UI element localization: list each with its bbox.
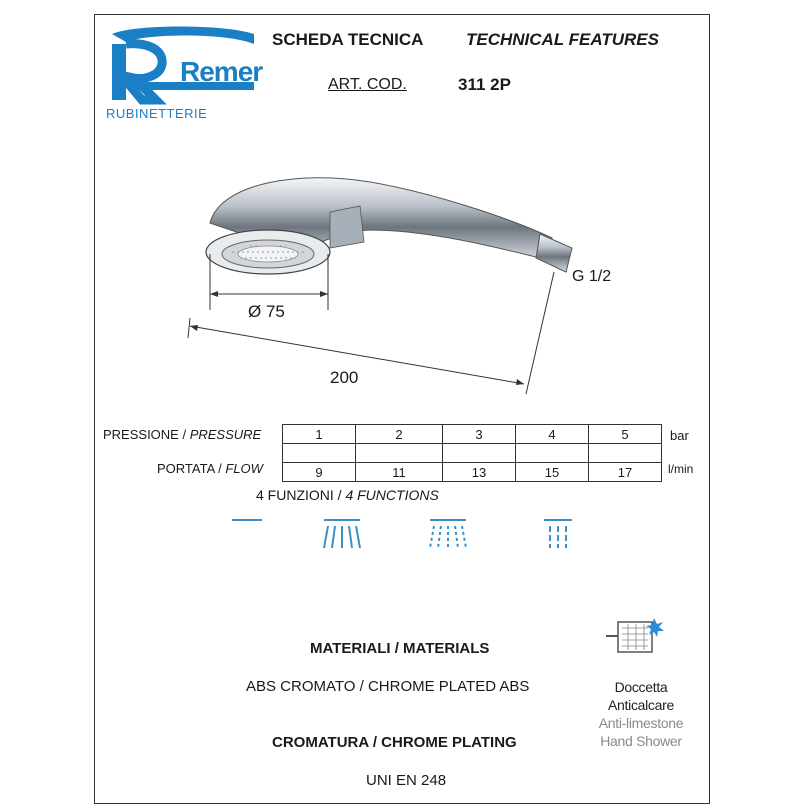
logo-subtitle: RUBINETTERIE (106, 106, 208, 121)
pressure-cell: 1 (283, 425, 356, 444)
diameter-label: Ø 75 (248, 302, 285, 321)
flow-unit: l/min (668, 462, 694, 476)
length-label: 200 (330, 368, 359, 387)
pressure-cell: 3 (443, 425, 516, 444)
pressure-flow-table (282, 424, 662, 482)
flow-row-label: PORTATA / FLOW (157, 461, 263, 476)
title-english: TECHNICAL FEATURES (466, 30, 659, 49)
flow-cell: 13 (443, 463, 516, 482)
title-italian: SCHEDA TECNICA (272, 30, 424, 49)
logo-brand: Remer (180, 56, 263, 87)
pressure-cell: 4 (516, 425, 589, 444)
flow-cell: 15 (516, 463, 589, 482)
single-jet-icon (230, 512, 264, 537)
functions-label: 4 FUNZIONI / 4 FUNCTIONS (256, 487, 439, 503)
flow-cell: 17 (589, 463, 662, 482)
pressure-unit: bar (670, 428, 689, 443)
hand-shower-drawing (180, 168, 620, 408)
wide-spray-icon (320, 516, 364, 557)
article-code-label: ART. COD. (328, 76, 407, 93)
plating-value: UNI EN 248 (366, 772, 447, 789)
anti-limestone-label: Doccetta Anticalcare Anti-limestone Hand Shower (598, 679, 684, 749)
materials-heading: MATERIALI / MATERIALS (310, 640, 490, 657)
plating-heading: CROMATURA / CHROME PLATING (272, 734, 517, 751)
flow-cell: 11 (356, 463, 443, 482)
dotted-spray-icon (426, 516, 470, 557)
anti-limestone-icon (604, 614, 668, 665)
pressure-cell: 2 (356, 425, 443, 444)
narrow-spray-icon (540, 516, 576, 557)
pressure-row-label: PRESSIONE / PRESSURE (103, 427, 262, 442)
pressure-row (283, 425, 662, 444)
article-code-value: 311 2P (458, 75, 511, 94)
pressure-cell: 5 (589, 425, 662, 444)
flow-row (283, 463, 662, 482)
materials-value: ABS CROMATO / CHROME PLATED ABS (246, 678, 530, 695)
thread-label: G 1/2 (572, 268, 612, 285)
flow-cell: 9 (283, 463, 356, 482)
